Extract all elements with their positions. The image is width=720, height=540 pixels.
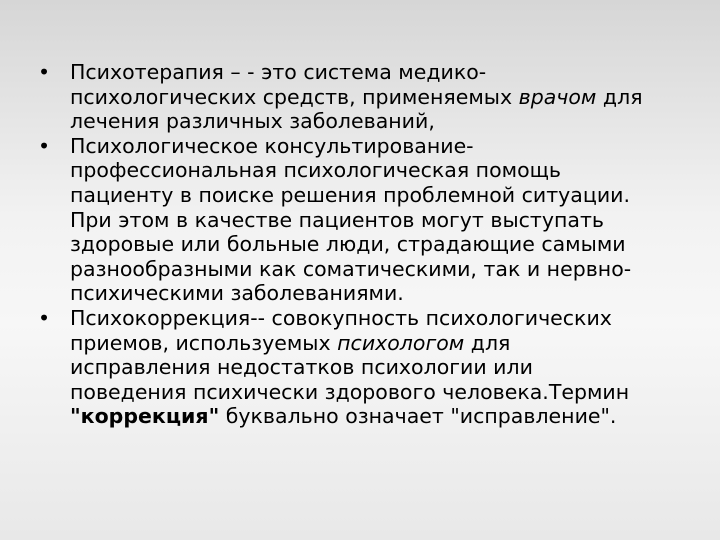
text-run: лечения различных заболеваний, <box>70 109 435 134</box>
italic-text-run: врачом <box>518 84 597 109</box>
bullet-marker: • <box>38 305 51 330</box>
bullet-text-line <box>70 331 694 356</box>
text-run: пациенту в поиске решения проблемной ситуации. <box>70 182 630 207</box>
text-run: приемов, используемых <box>70 330 338 355</box>
bullet-text-line <box>70 380 694 405</box>
text-run: буквально означает "исправление". <box>219 404 617 429</box>
bullet-item <box>34 60 694 134</box>
text-run: психическими заболеваниями. <box>70 281 404 306</box>
text-run: исправления недостатков психологии или <box>70 355 533 380</box>
text-run: разнообразными как соматическими, так и нервно- <box>70 256 632 281</box>
text-run: Психотерапия – - это система медико- <box>70 60 487 84</box>
bullet-item <box>34 134 694 306</box>
bullet-text-line <box>70 208 694 233</box>
text-run: профессиональная психологическая помощь <box>70 158 562 183</box>
text-run: для <box>596 84 643 109</box>
bullet-text-line <box>70 109 694 134</box>
text-run: для <box>464 330 511 355</box>
bullet-text-line <box>70 183 694 208</box>
bold-text-run: "коррекция" <box>70 404 220 429</box>
text-run: психологических средств, применяемых <box>70 84 519 109</box>
bullet-list <box>34 60 694 429</box>
bullet-text-line <box>70 257 694 282</box>
bullet-text-line <box>70 158 694 183</box>
text-run: При этом в качестве пациентов могут выступать <box>70 207 604 232</box>
bullet-text-line <box>70 404 694 429</box>
bullet-marker: • <box>38 60 51 84</box>
bullet-text-line <box>70 60 694 85</box>
italic-text-run: психологом <box>337 330 465 355</box>
bullet-marker: • <box>38 133 51 158</box>
bullet-item <box>34 306 694 429</box>
text-run: Психологическое консультирование- <box>70 133 474 158</box>
bullet-text-line <box>70 281 694 306</box>
bullet-text-line <box>70 134 694 159</box>
bullet-text-line <box>70 85 694 110</box>
text-run: Психокоррекция-- совокупность психологических <box>70 305 612 330</box>
bullet-text-line <box>70 355 694 380</box>
text-run: поведения психически здорового человека.Термин <box>70 379 630 404</box>
bullet-text-line <box>70 232 694 257</box>
bullet-text-line <box>70 306 694 331</box>
text-run: здоровые или больные люди, страдающие самыми <box>70 232 626 257</box>
